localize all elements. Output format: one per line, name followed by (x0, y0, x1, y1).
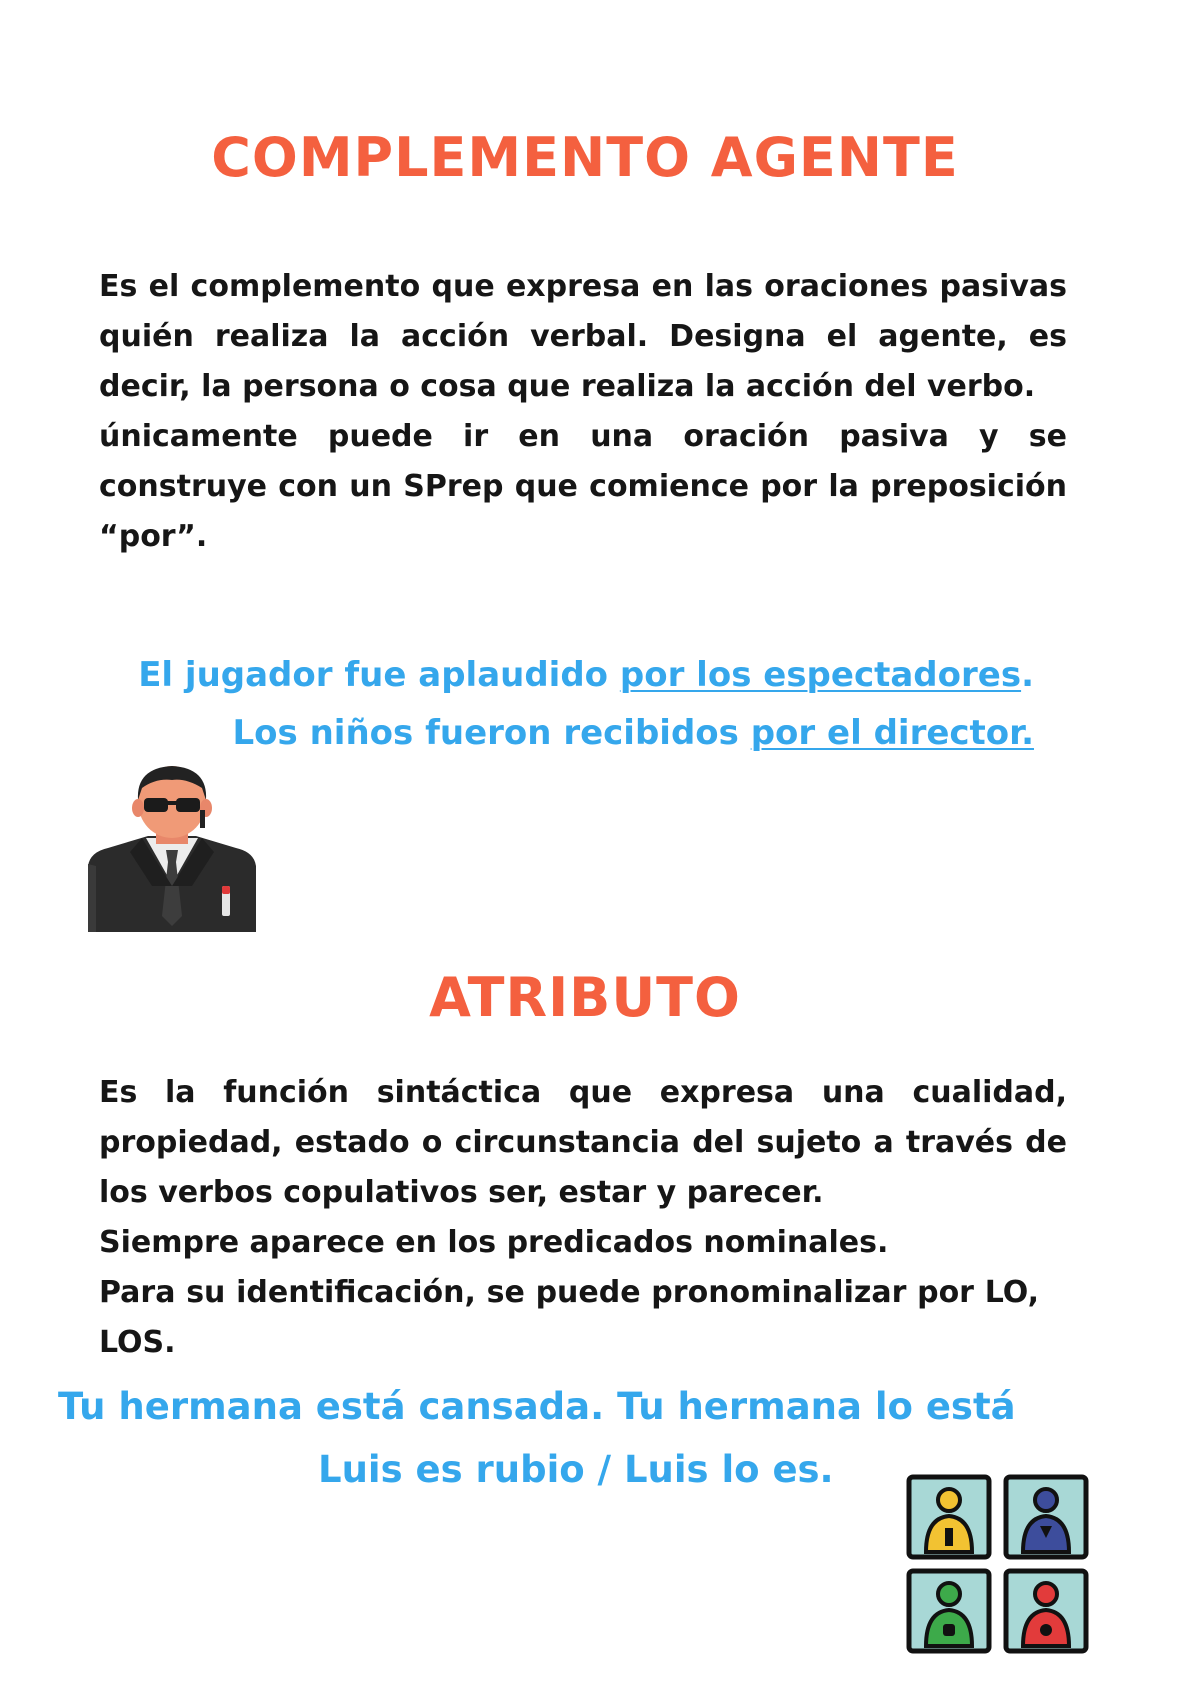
example-sentence (233, 713, 1035, 753)
example-sentence (138, 655, 1034, 695)
definition-paragraph: únicamente puede ir en una oración pasiva y se construye con un SPrep que comience por la preposición “por”. (99, 419, 1067, 554)
example-end-text: . (1021, 655, 1034, 695)
example-plain-text: El jugador fue aplaudido (138, 655, 620, 695)
definition-paragraph: Siempre aparece en los predicados nominales. (99, 1225, 889, 1260)
example-agent-phrase: por los espectadores (619, 655, 1022, 695)
definition-paragraph: Para su identificación, se puede pronominalizar por LO, LOS. (99, 1275, 1039, 1360)
atributo-title: ATRIBUTO (429, 966, 741, 1029)
people-portraits-icon (906, 1474, 1090, 1654)
example-agent-phrase: por el director. (750, 713, 1034, 753)
complemento-agente-definition (99, 262, 1067, 562)
example-sentence: Tu hermana está cansada. Tu hermana lo está (58, 1385, 1016, 1428)
example-plain-text: Los niños fueron recibidos (232, 713, 751, 753)
definition-paragraph: Es la función sintáctica que expresa una cualidad, propiedad, estado o circunstancia del sujeto a través de los verbos copulativos ser, estar y parecer. (99, 1075, 1067, 1210)
complemento-agente-title: COMPLEMENTO AGENTE (211, 126, 959, 189)
example-sentence: Luis es rubio / Luis lo es. (318, 1448, 834, 1491)
agent-in-suit-icon (86, 766, 258, 932)
atributo-definition (99, 1068, 1067, 1368)
definition-paragraph: Es el complemento que expresa en las oraciones pasivas quién realiza la acción verbal. Designa el agente, es decir, la persona o cosa que realiza la acción del verbo. (99, 269, 1067, 404)
